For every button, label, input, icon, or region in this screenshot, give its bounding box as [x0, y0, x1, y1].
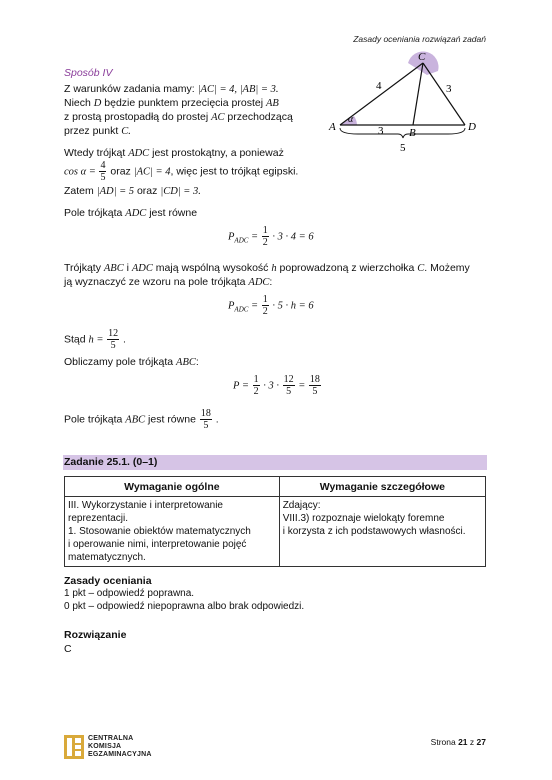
text-line-3: z prostą prostopadłą do prostej AC przechodzącą [64, 111, 293, 123]
brace-ad [340, 128, 465, 138]
label-b: B [409, 127, 416, 139]
equation-area-adc: $P_{ADC}$ = $\frac{1}{2}$ · 3 · 4 = 6 [228, 225, 314, 248]
triangle-diagram [318, 50, 486, 156]
solution-answer: C [64, 643, 72, 655]
cke-logo-text: CENTRALNA KOMISJA EGZAMINACYJNA [88, 735, 152, 758]
label-d: D [468, 121, 476, 133]
label-side-ad: 5 [400, 142, 406, 154]
task-title-bar: Zadanie 25.1. (0–1) [63, 455, 487, 470]
text-line-8: Pole trójkąta ADC jest równe [64, 207, 198, 219]
label-a: A [329, 121, 336, 133]
side-cd [423, 63, 465, 125]
solution-title: Rozwiązanie [64, 629, 127, 641]
label-c: C [418, 51, 426, 63]
fraction-half: $\frac{1}{2}$ [262, 225, 268, 248]
scoring-title: Zasady oceniania [64, 575, 152, 587]
col-general-header: Wymaganie ogólne [65, 477, 280, 497]
fraction-cos: $\frac{4}{5}$ [100, 160, 106, 183]
text-line-6: cos α = $\frac{4}{5}$ oraz |AC| = 4, więc jest to trójkąt egipski. [64, 160, 299, 183]
label-side-bc: 3 [446, 83, 452, 95]
equation-area-abc: P = $\frac{1}{2}$ · 3 · $\frac{12}{5}$ = $\frac{18}{5}$ [233, 374, 320, 397]
text-line-1: Z warunków zadania mamy: |AC| = 4, |AB| = 3. [64, 83, 279, 95]
fraction-half: $\frac{1}{2}$ [262, 294, 268, 317]
fraction-h: $\frac{12}{5}$ [108, 328, 119, 351]
fraction-result: $\frac{18}{5}$ [200, 408, 211, 431]
method-label: Sposób IV [64, 67, 113, 79]
text-line-13: Pole trójkąta ABC jest równe $\frac{18}{5}$ . [64, 408, 219, 431]
scoring-line-2: 0 pkt – odpowiedź niepoprawna albo brak odpowiedzi. [64, 601, 305, 612]
page-header: Zasady oceniania rozwiązań zadań [353, 34, 486, 44]
text-line-7: Zatem |AD| = 5 oraz |CD| = 3. [64, 185, 201, 197]
label-alpha: α [348, 114, 354, 125]
label-side-ac: 4 [376, 80, 382, 92]
equation-height: $P_{ADC}$ = $\frac{1}{2}$ · 5 · h = 6 [228, 294, 314, 317]
general-requirement-cell: III. Wykorzystanie i interpretowanie reprezentacji. 1. Stosowanie obiektów matematycznych i operowanie nimi, interpretowanie pojęć matematycznych. [65, 497, 280, 567]
cke-logo-icon [64, 735, 84, 759]
text-line-12: Obliczamy pole trójkąta ABC: [64, 356, 199, 368]
text-line-10: ją wyznaczyć ze wzoru na pole trójkąta ADC: [64, 276, 273, 288]
text-line-5: Wtedy trójkąt ADC jest prostokątny, a ponieważ [64, 147, 284, 159]
text-line-11: Stąd h = $\frac{12}{5}$ . [64, 328, 126, 351]
text-line-9: Trójkąty ABC i ADC mają wspólną wysokość h poprowadzoną z wierzchołka C. Możemy [64, 262, 470, 274]
side-cb [413, 63, 423, 125]
page-number: Strona 21 z 27 [430, 737, 486, 747]
specific-requirement-cell: Zdający: VIII.3) rozpoznaje wielokąty foremne i korzysta z ich podstawowych własności. [279, 497, 485, 567]
col-specific-header: Wymaganie szczegółowe [279, 477, 485, 497]
text-line-4: przez punkt C. [64, 125, 131, 137]
scoring-line-1: 1 pkt – odpowiedź poprawna. [64, 588, 195, 599]
label-side-ab: 3 [378, 125, 384, 137]
text-line-2: Niech D będzie punktem przecięcia prostej AB [64, 97, 279, 109]
cke-logo [64, 735, 152, 759]
requirements-table [64, 476, 486, 567]
